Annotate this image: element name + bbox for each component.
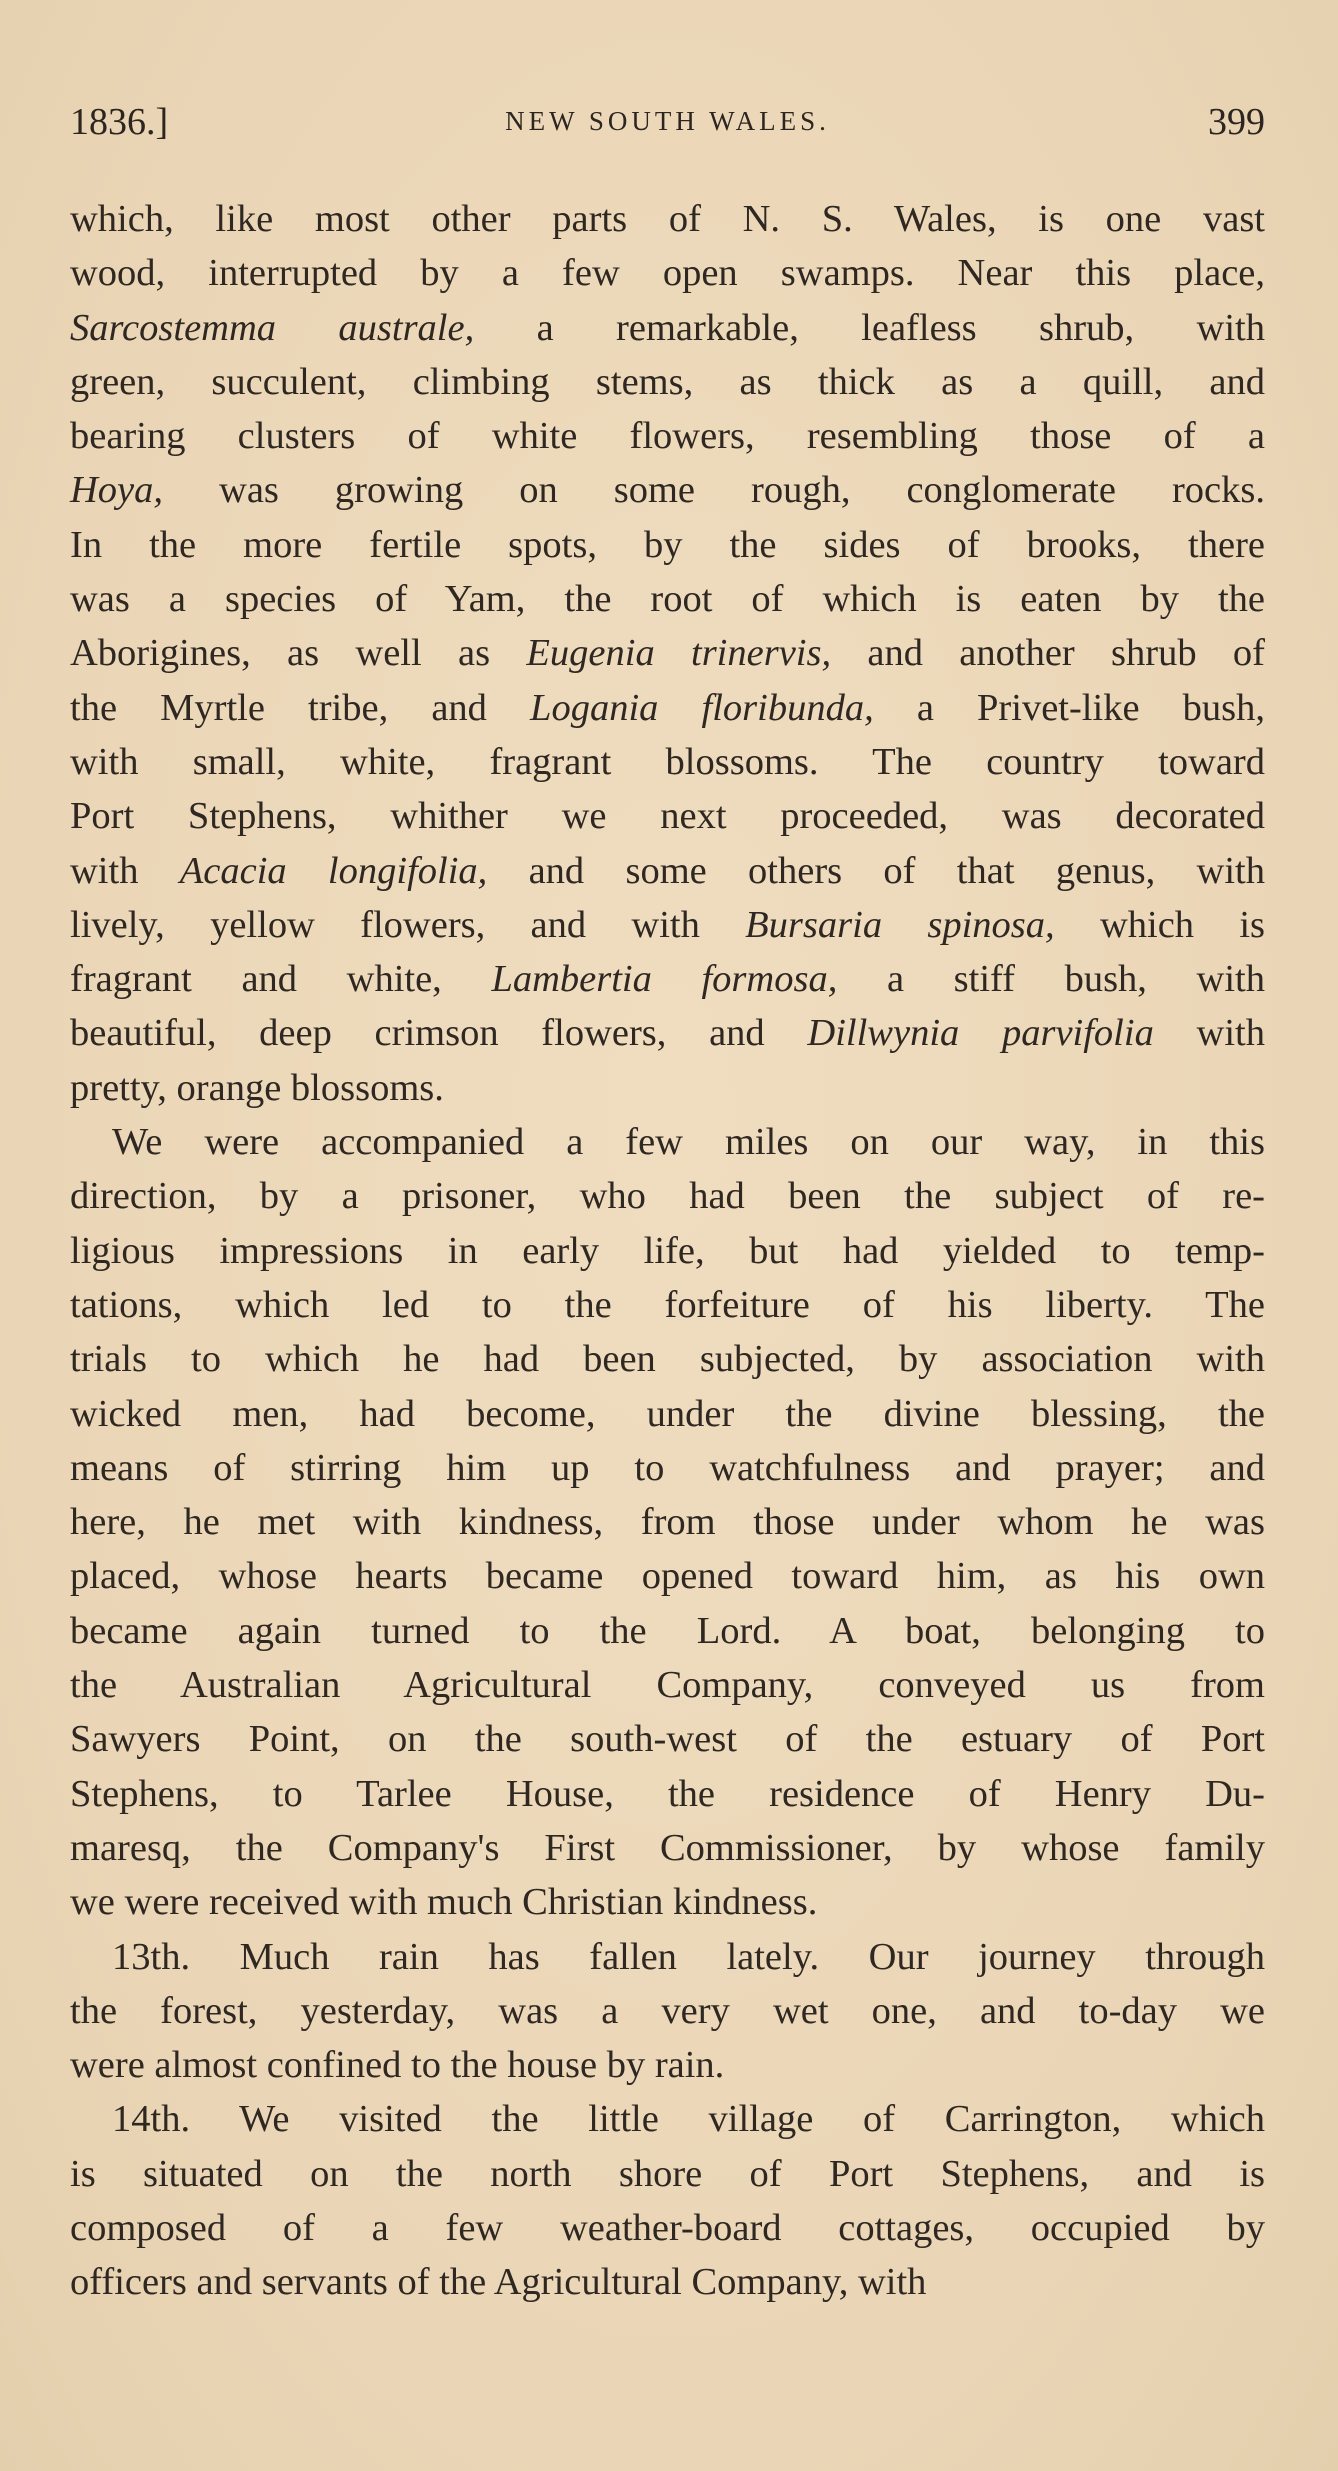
- text-segment: bearing clusters of white flowers, resembling those of a: [70, 415, 1265, 458]
- text-segment: with: [1153, 1012, 1266, 1055]
- text-line: [70, 1495, 1265, 1549]
- text-line: [70, 2038, 1265, 2092]
- text-segment: and some others of that genus, with: [487, 849, 1266, 892]
- text-line: [70, 1169, 1265, 1223]
- text-segment: lively, yellow flowers, and with: [70, 903, 746, 946]
- text-segment: with small, white, fragrant blossoms. The country toward: [70, 740, 1265, 783]
- page-number: 399: [1208, 101, 1265, 143]
- text-segment: maresq, the Company's First Commissioner, by whose family: [70, 1826, 1265, 1869]
- text-segment: was a species of Yam, the root of which is eaten by the: [70, 578, 1265, 621]
- text-line: [70, 1441, 1265, 1495]
- text-segment: tations, which led to the forfeiture of his liberty. The: [70, 1283, 1265, 1326]
- text-segment: the forest, yesterday, was a very wet one, and to-day we: [70, 1989, 1265, 2032]
- text-segment: the Myrtle tribe, and: [70, 686, 531, 729]
- text-line: [70, 1930, 1265, 1984]
- text-segment: wood, interrupted by a few open swamps. Near this place,: [70, 252, 1265, 295]
- text-segment: here, he met with kindness, from those under whom he was: [70, 1501, 1265, 1544]
- text-line: [70, 572, 1265, 626]
- text-line: [70, 1332, 1265, 1386]
- text-segment: is situated on the north shore of Port Stephens, and is: [70, 2152, 1265, 2195]
- text-segment: 13th. Much rain has fallen lately. Our journey through: [112, 1935, 1265, 1978]
- italic-text: Logania floribunda,: [530, 686, 874, 729]
- text-segment: wicked men, had become, under the divine blessing, the: [70, 1392, 1265, 1435]
- text-segment: 14th. We visited the little village of Carrington, which: [112, 2098, 1265, 2141]
- text-segment: were almost confined to the house by rain.: [70, 2044, 725, 2087]
- text-segment: was growing on some rough, conglomerate rocks.: [163, 469, 1265, 512]
- text-segment: with: [70, 849, 180, 892]
- text-segment: we were received with much Christian kindness.: [70, 1881, 818, 1924]
- italic-text: Acacia longifolia,: [179, 849, 488, 892]
- text-segment: a remarkable, leafless shrub, with: [474, 306, 1265, 349]
- text-segment: the Australian Agricultural Company, conveyed us from: [70, 1664, 1265, 1707]
- text-segment: Port Stephens, whither we next proceeded, was decorated: [70, 795, 1265, 838]
- italic-text: Hoya,: [70, 469, 164, 512]
- text-line: [70, 1278, 1265, 1332]
- text-segment: direction, by a prisoner, who had been the subject of re-: [70, 1175, 1265, 1218]
- text-line: [70, 626, 1265, 680]
- italic-text: Eugenia trinervis,: [526, 632, 832, 675]
- text-line: [70, 1821, 1265, 1875]
- text-segment: Sawyers Point, on the south-west of the estuary of Port: [70, 1718, 1265, 1761]
- italic-text: Lambertia formosa,: [491, 958, 838, 1001]
- text-line: [70, 1712, 1265, 1766]
- text-segment: became again turned to the Lord. A boat, belonging to: [70, 1609, 1265, 1652]
- text-line: [70, 1115, 1265, 1169]
- italic-text: Bursaria spinosa,: [745, 903, 1055, 946]
- text-segment: green, succulent, climbing stems, as thick as a quill, and: [70, 360, 1265, 403]
- text-segment: which is: [1054, 903, 1265, 946]
- header-year: 1836.]: [70, 101, 169, 143]
- italic-text: Sarcostemma australe,: [70, 306, 475, 349]
- text-line: [70, 246, 1265, 300]
- text-segment: a Privet-like bush,: [873, 686, 1265, 729]
- text-segment: placed, whose hearts became opened toward him, as his own: [70, 1555, 1265, 1598]
- text-line: [70, 1767, 1265, 1821]
- text-line: [70, 192, 1265, 246]
- text-line: [70, 1875, 1265, 1929]
- text-line: [70, 1224, 1265, 1278]
- text-line: [70, 898, 1265, 952]
- text-line: [70, 409, 1265, 463]
- text-segment: trials to which he had been subjected, by association with: [70, 1338, 1265, 1381]
- text-segment: beautiful, deep crimson flowers, and: [70, 1012, 808, 1055]
- text-line: [70, 789, 1265, 843]
- text-line: [70, 2201, 1265, 2255]
- text-line: [70, 2147, 1265, 2201]
- text-line: [70, 681, 1265, 735]
- text-segment: We were accompanied a few miles on our way, in this: [112, 1121, 1265, 1164]
- text-line: [70, 518, 1265, 572]
- text-line: [70, 1549, 1265, 1603]
- text-segment: pretty, orange blossoms.: [70, 1066, 444, 1109]
- italic-text: Dillwynia parvifolia: [807, 1012, 1154, 1055]
- text-segment: In the more fertile spots, by the sides of brooks, there: [70, 523, 1265, 566]
- text-line: [70, 844, 1265, 898]
- text-segment: fragrant and white,: [70, 958, 492, 1001]
- body-text: [70, 192, 1265, 2310]
- text-segment: composed of a few weather-board cottages, occupied by: [70, 2206, 1265, 2249]
- text-segment: Stephens, to Tarlee House, the residence of Henry Du-: [70, 1772, 1265, 1815]
- text-line: [70, 952, 1265, 1006]
- text-line: [70, 1604, 1265, 1658]
- text-line: [70, 2092, 1265, 2146]
- text-segment: and another shrub of: [831, 632, 1265, 675]
- text-line: [70, 1387, 1265, 1441]
- text-line: [70, 1658, 1265, 1712]
- text-segment: means of stirring him up to watchfulness and prayer; and: [70, 1446, 1265, 1489]
- text-line: [70, 2255, 1265, 2309]
- running-title: NEW SOUTH WALES.: [505, 106, 830, 136]
- text-line: [70, 1006, 1265, 1060]
- text-line: [70, 735, 1265, 789]
- text-segment: ligious impressions in early life, but had yielded to temp-: [70, 1229, 1265, 1272]
- text-segment: officers and servants of the Agricultural Company, with: [70, 2261, 927, 2304]
- text-line: [70, 355, 1265, 409]
- text-line: [70, 1061, 1265, 1115]
- running-header: [70, 100, 1265, 160]
- text-segment: a stiff bush, with: [837, 958, 1265, 1001]
- text-segment: Aborigines, as well as: [70, 632, 527, 675]
- text-line: [70, 463, 1265, 517]
- text-segment: which, like most other parts of N. S. Wales, is one vast: [70, 198, 1265, 240]
- text-line: [70, 1984, 1265, 2038]
- text-line: [70, 301, 1265, 355]
